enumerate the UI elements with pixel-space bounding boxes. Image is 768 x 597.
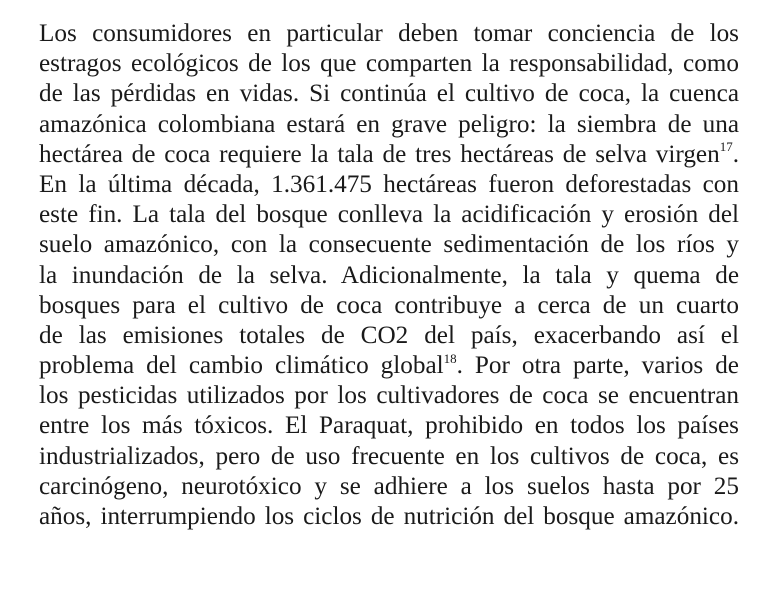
text-line: [39, 170, 739, 200]
text-line: [39, 411, 739, 441]
text-line: [39, 291, 739, 321]
line-text: los pesticidas utilizados por los cultivadores de coca se encuentran: [39, 382, 739, 410]
line-text: este fin. La tala del bosque conlleva la acidificación y erosión del: [39, 201, 739, 229]
line-text: de las pérdidas en vidas. Si continúa el cultivo de coca, la cuenca: [39, 80, 739, 108]
text-line: [39, 19, 739, 49]
line-text: suelo amazónico, con la consecuente sedimentación de los ríos y: [39, 231, 739, 259]
line-text-continued: .: [732, 140, 739, 168]
line-text: En la última década, 1.361.475 hectáreas fueron deforestadas con: [39, 170, 739, 198]
text-line: [39, 381, 739, 411]
text-line: [39, 321, 739, 351]
text-line: [39, 472, 739, 502]
footnote-reference: 18: [443, 350, 457, 366]
line-text: carcinógeno, neurotóxico y se adhiere a los suelos hasta por 25: [39, 472, 739, 500]
text-line: [39, 261, 739, 291]
line-text: años, interrumpiendo los ciclos de nutrición del bosque amazónico.: [39, 503, 739, 530]
text-line: [39, 140, 739, 170]
text-line: [39, 230, 739, 260]
text-line: [39, 110, 739, 140]
footnote-reference: 17: [719, 139, 733, 155]
line-text: bosques para el cultivo de coca contribuye a cerca de un cuarto: [39, 291, 739, 319]
text-line: [39, 502, 739, 532]
line-text: amazónica colombiana estará en grave peligro: la siembra de una: [39, 110, 739, 138]
line-text: la inundación de la selva. Adicionalmente, la tala y quema de: [39, 261, 739, 289]
line-text: hectárea de coca requiere la tala de tres hectáreas de selva virgen: [39, 140, 720, 168]
line-text: estragos ecológicos de los que comparten la responsabilidad, como: [39, 50, 739, 78]
text-line: [39, 442, 739, 472]
line-text: problema del cambio climático global: [39, 352, 444, 380]
text-line: [39, 49, 739, 79]
text-line: [39, 200, 739, 230]
text-line: [39, 79, 739, 109]
line-text-continued: . Por otra parte, varios de: [456, 352, 739, 380]
document-page: [39, 19, 739, 532]
line-text: de las emisiones totales de CO2 del país, exacerbando así el: [39, 321, 739, 349]
line-text: entre los más tóxicos. El Paraquat, prohibido en todos los países: [39, 412, 739, 440]
body-paragraph: [39, 19, 739, 532]
text-line: [39, 351, 739, 381]
line-text: industrializados, pero de uso frecuente en los cultivos de coca, es: [39, 442, 739, 470]
line-text: Los consumidores en particular deben tomar conciencia de los: [39, 20, 739, 47]
